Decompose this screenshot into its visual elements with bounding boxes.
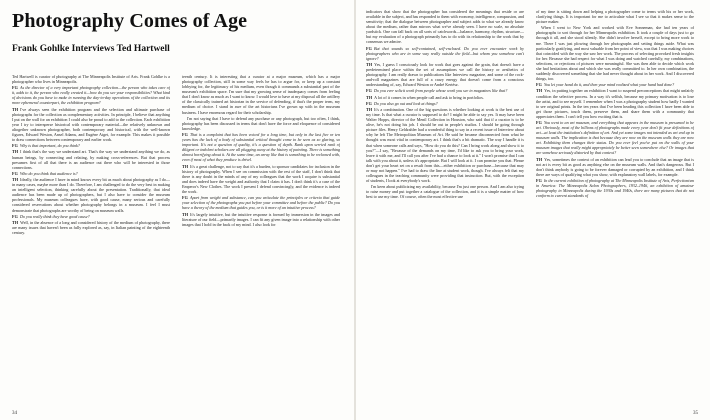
interview-paragraph [536, 120, 694, 156]
interview-paragraph [536, 178, 694, 198]
interview-paragraph [12, 143, 170, 148]
speaker-initials: FG [536, 178, 542, 184]
right-page [356, 0, 710, 420]
paragraph-text: I'm keen about publicizing my availability, because I'm just one person. And I am also trying to raise money and put together a catalogue of the collection, and it is a simple matter of how best to use my time. Of course, often the most effective use [366, 184, 524, 200]
interview-paragraph [366, 101, 524, 106]
page-number-right: 35 [693, 411, 698, 416]
speaker-initials: TH [536, 88, 543, 94]
interview-paragraph [366, 9, 524, 45]
speaker-initials: TH [182, 211, 189, 217]
paragraph-text: In the current exhibition of photography at The Minneapolis Institute of Arts, Perfectionism in America: The Minneapolis Salon Photographers, 1932–1946, an exhibition of amateur photography in Minneapolis during the 1930s and 1940s, there are many pictures that do not conform to current standards of [536, 178, 694, 199]
paragraph-text: Yes, in putting together an exhibition I want to suspend preconceptions that might unfairly condition the selective process. In a way it's selfish, because my primary motivation is to lose the artist, and to see myself. I remember when I was a photography student how badly I wanted to see original prints. In the ten years that I've been heading this collection I have been able to get those pictures, touch them, preserve them, and share them with a community that appreciates them. I can't tell you how exciting that is. [536, 88, 694, 119]
interview-paragraph [366, 88, 524, 93]
interview-paragraph [182, 164, 340, 194]
paragraph-text: Do you ever solicit work from people whose work you see in magazines like that? [373, 88, 508, 94]
interview-paragraph [536, 88, 694, 118]
paragraph-text: That is a complaint that has been voiced for a long time, but only in the last five or ten years has the lack of a body of substantial critical thought come to be seen as so glaring, so important. It's not a question of quality, it's a question of depth. Rank upon serried rank of diligent or indolent scholars are all plugging away at the history of painting. There is something almost horrifying about it. At the same time, an array like that is something to be reckoned with, even if most of what they produce is drivel. [182, 132, 340, 163]
interview-paragraph [182, 195, 340, 210]
paragraph-text: You let your hand do it, and then your mind realized what your hand had done? [543, 82, 675, 88]
paragraph-text: Yes, sometimes the context of an exhibition can lead you to conclude that an image that is not art is every bit as good as anything else on the museum walls. And that's dangerous. But I don't think anybody is going to be forever damaged or corrupted by an exhibition, and I think there are ways of qualifying what you show, with explanatory wall labels, for example. [536, 156, 694, 177]
paragraph-text: Ideally, the audience I have in mind knows every bit as much about photography as I do—in many cases, maybe more than I do. Therefore, I am challenged to do the very best in making an intelligent selection, thinking carefully about the presentation. Traditionally, that ideal audience has been made up of photographers, but I also have to consider the museum professionals. My museum colleagues have, with good cause, many serious and carefully considered reservations about whether photography belongs in a museum. I feel I must demonstrate that photographs are worthy of being on museum walls. [12, 177, 170, 213]
paragraph-text: teenth century. It is interesting that a curator at a major museum, which has a major photography collection, still in some way feels he has to argue for, or keep up a constant lobbying for, the legitimacy of his medium, even though it commands a substantial part of the museum's exhibition space. I'm sure that my growing sense of inadequacy comes from feeling that I don't know as much as I want to know. I would love to have at my disposal all the artillery of the classically trained art historian in the service of defending, if that's the proper term, my medium of choice. I stand in awe of the art historians I've grown up with in the museum business. I have enormous regard for their scholarship. [182, 74, 340, 115]
interview-paragraph [12, 107, 170, 143]
interview-paragraph [366, 107, 524, 183]
paragraph-text: It's largely intuitive, but the intuitive response is formed by immersion in the images and literature of our field—primarily images. I can fit any given image into a relationship with other images that I hold in the back of my mind. I also look for [182, 211, 340, 227]
interview-paragraph [536, 25, 694, 81]
paragraph-text: Do you also go out and look at things? [373, 100, 438, 106]
paragraph-text: Apart from weight and substance, can you articulate the principles or criteria that guide your selection of the photographs you put before your committee and before the public? Do you have a theory of the medium that guides you, or is it more of an intuitive process? [182, 195, 340, 211]
page-number-left: 34 [12, 411, 17, 416]
interview-paragraph [366, 184, 524, 199]
left-page [0, 0, 354, 420]
interview-paragraph [12, 74, 170, 84]
paragraph-text: indicators that show that the photographer has considered the meanings that reside or are available in the subject, and has responded to them with economy, intelligence, compassion, and sensitivity; that the dialogue between photographer and subject adds to what we already know about the medium, rather than mirrors what we've already seen. I have no scale, no absolute yardstick. One can fall back on all sorts of catchwords—balance, harmony, rhythm, structure—but my evaluation of a photograph primarily has to do with its relationship to the work that by consensus we admire. [366, 9, 524, 45]
interview-paragraph [182, 116, 340, 131]
speaker-initials: FG [182, 132, 188, 138]
speaker-initials: TH [366, 61, 373, 67]
interview-paragraph [12, 177, 170, 213]
interview-paragraph [366, 46, 524, 61]
speaker-initials: FG [366, 88, 372, 94]
paragraph-text: It's a combination. One of the big questions is whether looking at work is the best use of my time. Is that what a curator is supposed to do? I might be able to say yes. It may have been Walter Hopps, director of the Menil Collection in Houston, who said that if a curator is to be alive, he's not doing his job. I should be out in people's studios. I should be going through picture files. Henry Geldzahler had a wonderful thing to say in a recent issue of Interview about why he left The Metropolitan Museum of Art. He said he became disconnected from what he thought was most vital in contemporary art. I think that's a bit dramatic. The way I handle it is that when someone calls and says, "How do you do this? Can I bring work along and show it to you?"—I say, "Because of the demands on my time, I'd like to ask you to bring your work, leave it with me, and I'll call you after I've had a chance to look at it." I won't promise that I can talk with you about it, unless it's appropriate. But I will look at it. I can promise you that. Please don't get your heart set on a result from this—either exhibition or purchase—because that may or may not happen." I've had to draw the line at student work, though. I've always felt that my colleagues in the teaching community were providing that instruction. But, with the exception of students, I look at everybody's work. [366, 106, 524, 184]
interview-paragraph [12, 171, 170, 176]
speaker-initials: FG [12, 170, 18, 176]
speaker-initials: FG [536, 120, 542, 126]
paragraph-text: But that sounds so self-contained, self-enclosed. Do you ever encounter work by photographers who are in some way really outside the field—but whom you somehow can't ignore? [366, 45, 524, 61]
right-page-column-2 [536, 9, 694, 408]
speaker-initials: TH [366, 106, 373, 112]
speaker-initials: FG [366, 45, 372, 51]
interview-paragraph [182, 74, 340, 115]
right-page-column-1 [366, 9, 524, 408]
interview-paragraph [12, 149, 170, 169]
interview-paragraph [12, 214, 170, 219]
paragraph-text: I've always seen the exhibition program and the selection and ultimate purchase of photographs for the collection as complementary activities. In principle, I believe that anything I put on the wall for an exhibition I could also be proud to add to the collection. Each exhibition year I try to intersperse historical with contemporary material—the relatively unknown and altogether unknown photographer, both contemporary and historical, with the well-known figures, Edward Weston, Ansel Adams, and Eugène Atget, for example. This makes it possible to draw connections between contemporary and earlier work. [12, 106, 170, 143]
speaker-initials: FG [366, 100, 372, 106]
interview-paragraph [536, 9, 694, 24]
paragraph-text: I'm not saying that I have to defend any purchase or any photograph, but too often, I think, photography has been discussed in terms that don't have the force and eloquence of considered knowledge. [182, 115, 340, 131]
left-page-column-2 [182, 74, 340, 408]
article-title: Photography Comes of Age [12, 10, 248, 32]
interview-paragraph [536, 157, 694, 177]
speaker-initials: TH [182, 163, 189, 169]
speaker-initials: TH [536, 156, 543, 162]
speaker-initials: FG [12, 143, 18, 149]
paragraph-text: Who do you think that audience is? [19, 170, 78, 176]
left-page-column-1 [12, 74, 170, 408]
speaker-initials: TH [12, 219, 19, 225]
paragraph-text: Why is that important, do you think? [19, 143, 80, 149]
speaker-initials: FG [12, 213, 18, 219]
article-subtitle: Frank Gohlke Interviews Ted Hartwell [12, 44, 170, 54]
paragraph-text: Do you really think they have good cause? [19, 213, 90, 219]
paragraph-text: Yes, I guess I consciously look for work that goes against the grain, that doesn't have a predetermined place within the set of assumptions we call the history or aesthetics of photography. I am really drawn to publications like Interview magazine, and some of the rock-and-roll magazines that are full of a crazy energy that doesn't come from a conscious understanding of, say, Edward Weston or André Kertész. [366, 61, 524, 88]
paragraph-text: As the director of a very important photography collection—the person who takes care of it, adds to it, the person who really created it—how do you see your responsibilities? What kind of decisions do you have to make in running the day-to-day operations of the collection and its more ephemeral counterpart, the exhibition program? [12, 85, 170, 106]
interview-paragraph [366, 62, 524, 87]
interview-paragraph [366, 95, 524, 100]
speaker-initials: TH [366, 94, 373, 100]
interview-paragraph [182, 212, 340, 227]
paragraph-text: It's a great challenge, not to say that it's a burden, to sponsor candidates for inclusion in the history of photography. When I see on commission with the rest of the staff, I don't think that there is any doubt in the minds of any of my colleagues that the work I acquire is substantial and does indeed have the weight and authority that I claim it has. I don't think it's a case of the Emperor's New Clothes. The work I present I defend convincingly, and the evidence is indeed the work. [182, 163, 340, 194]
speaker-initials: TH [12, 177, 19, 183]
speaker-initials: TH [12, 106, 19, 112]
paragraph-text: Ted Hartwell is curator of photography at The Minneapolis Institute of Arts. Frank Gohlke is a photographer who lives in Minneapolis. [12, 74, 170, 85]
paragraph-text: Well, in the absence of a long and considered history of the medium of photography, there are many issues that haven't been as fully explored as, say, in Italian painting of the eighteenth century. [12, 219, 170, 236]
interview-paragraph [12, 85, 170, 105]
speaker-initials: FG [182, 195, 188, 201]
paragraph-text: You went to an art museum, and everything that appears in the museum is presumed to be art. Obviously, most of the billions of photographs made every year don't fit your definitions of art—at least the institution's definition of art. And yet some images not intended as art end up in museum walls. The implication is that because they are now on the museum walls they are now art. Exhibiting them changes their status. Do you ever feel you've put on the walls of your museum images that really might appropriately be better seen somewhere else? Or images that are somehow seriously distorted by that context? [536, 120, 694, 156]
speaker-initials: TH [12, 149, 19, 155]
speaker-initials: FG [536, 82, 542, 88]
paragraph-text: of my time is sitting down and helping a photographer come to terms with his or her work, clarifying things. It is important for me to articulate what I see so that it makes sense to the picture maker. [536, 9, 694, 25]
paragraph-text: When I went to New York and worked with Eve Sonneman, she had ten years of photographs to sort through for her Minneapolis exhibition. It took a couple of days just to go through it all, and she stood silently. She didn't involve herself, except to bring more work to me. There I was just plowing through her photographs and setting things aside. What was particularly gratifying, and most valuable from her point of view, was that I was making choices that coincided with the way she saw her work. The process of selecting provoked fresh insights for her. Because she had respect for what I was doing and watched carefully, my combinations, selections, or rejections of pictures were meaningful. She was then able to decide which work she had hesitations about and which she was really committed to. In her own combination, the suddenly discovered something that she had never thought about in her work. And I discovered things, too. [536, 25, 694, 82]
paragraph-text: A lot of it comes in when people call and ask to bring in portfolios. [374, 94, 484, 100]
paragraph-text: I think that's the way we understand art. That's the way we understand anything we do, as human beings, by connecting and relating, by making cross-references. But that process presumes first of all that there is an audience out there who will be interested in those connections. [12, 149, 170, 170]
interview-paragraph [536, 82, 694, 87]
interview-paragraph [12, 220, 170, 235]
speaker-initials: FG [12, 85, 18, 91]
interview-paragraph [182, 132, 340, 162]
